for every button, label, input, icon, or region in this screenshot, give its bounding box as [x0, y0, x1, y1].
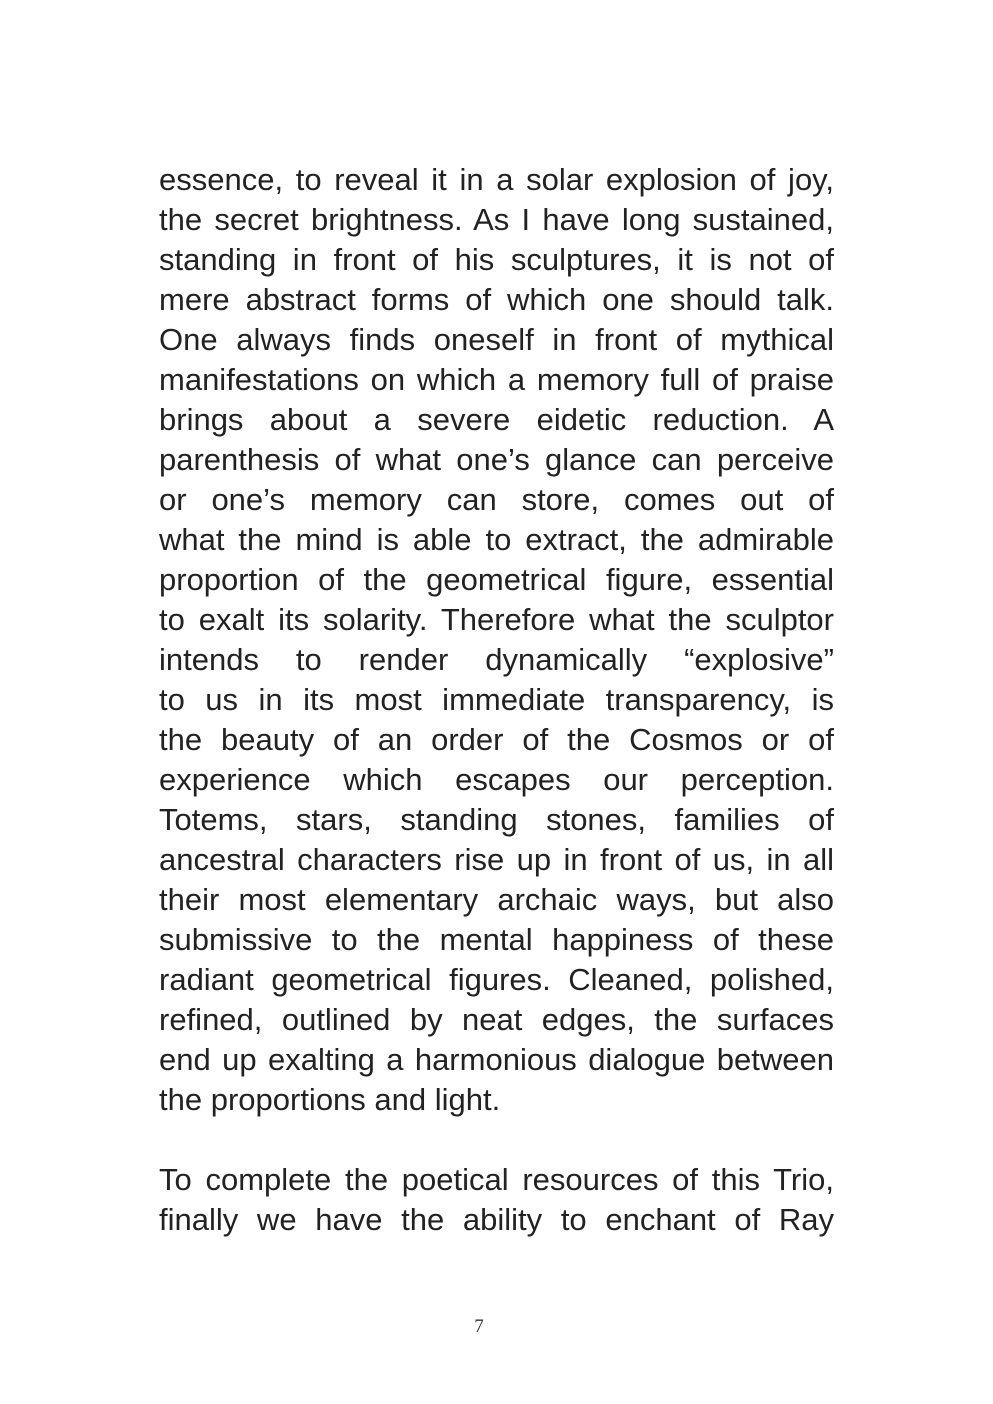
text-line: the proportions and light. — [159, 1082, 501, 1117]
text-line: manifestations on which a memory full of praise — [159, 362, 834, 397]
page-number: 7 — [474, 1316, 484, 1337]
text-line: or one’s memory can store, comes out of — [159, 482, 834, 517]
text-line: ancestral characters rise up in front of us, in all — [159, 842, 834, 877]
text-line: finally we have the ability to enchant of Ray — [159, 1202, 834, 1237]
text-line: experience which escapes our perception. — [159, 762, 834, 797]
text-line: the beauty of an order of the Cosmos or of — [159, 722, 834, 757]
text-line: their most elementary archaic ways, but also — [159, 882, 834, 917]
text-line: Totems, stars, standing stones, families of — [159, 802, 834, 837]
text-line: end up exalting a harmonious dialogue between — [159, 1042, 834, 1077]
paragraph-1 — [159, 160, 834, 1120]
text-line: submissive to the mental happiness of these — [159, 922, 834, 957]
text-line: essence, to reveal it in a solar explosion of joy, — [159, 162, 834, 197]
text-line: parenthesis of what one’s glance can perceive — [159, 442, 834, 477]
text-line: To complete the poetical resources of this Trio, — [159, 1162, 834, 1197]
text-line: what the mind is able to extract, the admirable — [159, 522, 834, 557]
text-line: to us in its most immediate transparency, is — [159, 682, 834, 717]
text-line: brings about a severe eidetic reduction. A — [159, 402, 834, 437]
text-line: standing in front of his sculptures, it is not of — [159, 242, 834, 277]
text-line: One always finds oneself in front of mythical — [159, 322, 834, 357]
text-line: to exalt its solarity. Therefore what the sculptor — [159, 602, 834, 637]
text-line: the secret brightness. As I have long sustained, — [159, 202, 834, 237]
text-line: refined, outlined by neat edges, the surfaces — [159, 1002, 834, 1037]
text-line: radiant geometrical figures. Cleaned, polished, — [159, 962, 834, 997]
text-line: mere abstract forms of which one should talk. — [159, 282, 834, 317]
paragraph-2 — [159, 1160, 834, 1240]
text-line: proportion of the geometrical figure, essential — [159, 562, 834, 597]
text-line: intends to render dynamically “explosive” — [159, 642, 834, 677]
